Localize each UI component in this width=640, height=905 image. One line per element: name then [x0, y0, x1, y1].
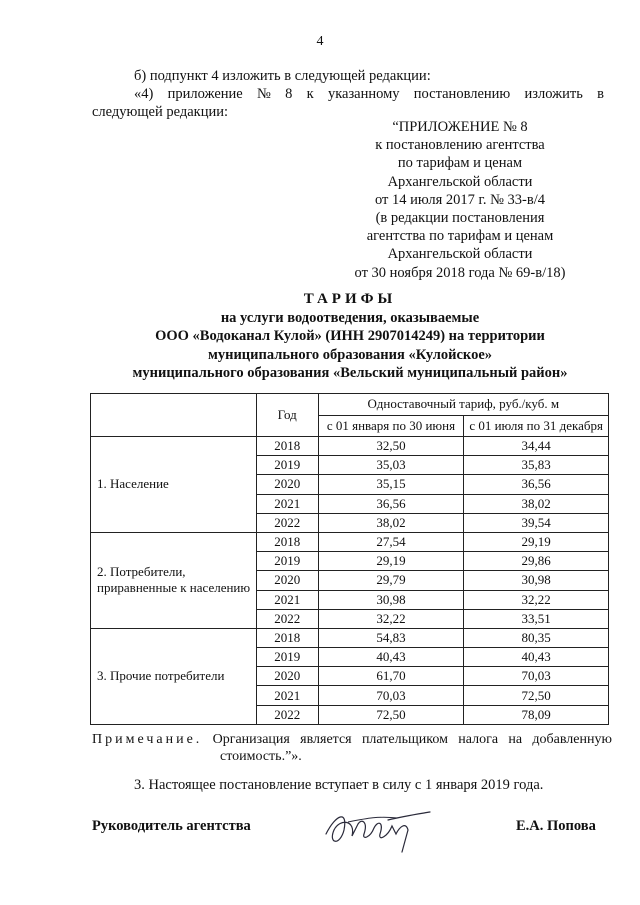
- year-cell: 2019: [256, 552, 318, 571]
- tariff-period-1-cell: 38,02: [318, 513, 464, 532]
- tariff-period-2-cell: 29,86: [464, 552, 609, 571]
- year-cell: 2020: [256, 667, 318, 686]
- year-cell: 2021: [256, 590, 318, 609]
- intro-line-2-word: изложить: [524, 86, 583, 102]
- tariff-period-1-cell: 30,98: [318, 590, 464, 609]
- tariff-period-2-cell: 35,83: [464, 456, 609, 475]
- tariff-period-2-cell: 40,43: [464, 648, 609, 667]
- signature-title: Руководитель агентства: [92, 818, 251, 834]
- tariff-table: [90, 393, 609, 725]
- appendix-line: Архангельской области: [387, 246, 533, 263]
- tariff-period-2-cell: 29,19: [464, 532, 609, 551]
- appendix-header: [340, 118, 580, 282]
- note-label: Примечание.: [92, 732, 203, 747]
- tariff-period-1-cell: 54,83: [318, 628, 464, 647]
- consumer-header: [91, 394, 257, 437]
- title-line-3: муниципального образования «Кулойское»: [207, 346, 493, 363]
- tariff-period-1-cell: 29,19: [318, 552, 464, 571]
- year-cell: 2021: [256, 686, 318, 705]
- tariff-period-1-cell: 27,54: [318, 532, 464, 551]
- tariff-period-2-cell: 30,98: [464, 571, 609, 590]
- tariff-body: [91, 437, 609, 725]
- appendix-line: от 30 ноября 2018 года № 69-в/18): [354, 264, 566, 281]
- note-word: является: [300, 732, 352, 747]
- tariff-period-1-cell: 32,22: [318, 609, 464, 628]
- period-2-header: с 01 июля по 31 декабря: [464, 415, 609, 437]
- consumer-group-label-line: 1. Население: [97, 476, 169, 492]
- consumer-group-label-line: приравненные к населению: [97, 580, 251, 596]
- year-cell: 2018: [256, 437, 318, 456]
- tariff-period-2-cell: 70,03: [464, 667, 609, 686]
- consumer-group-label-line: 3. Прочие потребители: [97, 668, 225, 684]
- year-cell: 2020: [256, 475, 318, 494]
- consumer-group-label: [91, 437, 257, 533]
- title-line-1: на услуги водоотведения, оказываемые: [220, 309, 480, 326]
- consumer-group-label: [91, 532, 257, 628]
- appendix-line: “ПРИЛОЖЕНИЕ № 8: [392, 119, 528, 135]
- year-cell: 2020: [256, 571, 318, 590]
- appendix-line: от 14 июля 2017 г. № 33-в/4: [374, 191, 545, 208]
- tariff-period-2-cell: 39,54: [464, 513, 609, 532]
- note-word: Организация: [212, 732, 290, 747]
- intro-line-1: б) подпункт 4 изложить в следующей редакции:: [134, 68, 431, 84]
- appendix-line: к постановлению агентства: [375, 137, 545, 154]
- appendix-line: агентства по тарифам и ценам: [366, 228, 554, 245]
- intro-line-2-word: приложение: [167, 86, 243, 102]
- intro-line-2-word: «4): [134, 86, 154, 102]
- consumer-group-label: [91, 628, 257, 724]
- intro-line-2: [134, 86, 604, 103]
- signature-name: Е.А. Попова: [516, 818, 596, 834]
- year-cell: 2021: [256, 494, 318, 513]
- year-cell: 2018: [256, 628, 318, 647]
- note-word: налога: [458, 732, 499, 747]
- tariff-period-2-cell: 72,50: [464, 686, 609, 705]
- appendix-line: Архангельской области: [387, 173, 533, 190]
- year-cell: 2022: [256, 705, 318, 724]
- title-line-4: муниципального образования «Вельский муниципальный район»: [132, 365, 568, 381]
- note-word: на: [508, 732, 523, 747]
- tariff-period-1-cell: 32,50: [318, 437, 464, 456]
- table-row: [91, 628, 609, 647]
- tariff-period-2-cell: 80,35: [464, 628, 609, 647]
- consumer-group-label-line: 2. Потребители,: [97, 564, 186, 580]
- year-cell: 2022: [256, 609, 318, 628]
- intro-line-2-word: №: [257, 86, 271, 102]
- intro-line-3: следующей редакции:: [92, 104, 229, 120]
- year-cell: 2019: [256, 648, 318, 667]
- title-line-2: ООО «Водоканал Кулой» (ИНН 2907014249) на территории: [155, 328, 545, 344]
- page-number: 4: [316, 34, 324, 49]
- handwritten-signature-icon: [318, 800, 438, 860]
- note: [92, 731, 612, 765]
- tariff-period-2-cell: 32,22: [464, 590, 609, 609]
- appendix-line: (в редакции постановления: [375, 210, 545, 227]
- intro-line-2-word: в: [597, 86, 604, 102]
- tariff-period-1-cell: 36,56: [318, 494, 464, 513]
- note-row-1: [92, 731, 612, 748]
- note-word: добавленную: [532, 732, 612, 747]
- year-cell: 2019: [256, 456, 318, 475]
- period-1-header: с 01 января по 30 июня: [318, 415, 464, 437]
- tariff-period-1-cell: 35,03: [318, 456, 464, 475]
- tariff-period-1-cell: 61,70: [318, 667, 464, 686]
- year-cell: 2022: [256, 513, 318, 532]
- year-cell: 2018: [256, 532, 318, 551]
- table-row: [91, 532, 609, 551]
- tariff-period-2-cell: 34,44: [464, 437, 609, 456]
- intro-line-2-word: 8: [285, 86, 293, 102]
- tariff-period-1-cell: 72,50: [318, 705, 464, 724]
- effective-date-text: 3. Настоящее постановление вступает в силу с 1 января 2019 года.: [134, 777, 544, 793]
- tariff-period-1-cell: 70,03: [318, 686, 464, 705]
- note-row-2: стоимость.”».: [220, 749, 302, 764]
- tariff-period-1-cell: 29,79: [318, 571, 464, 590]
- intro-line-2-word: указанному: [327, 86, 400, 102]
- tariff-period-1-cell: 35,15: [318, 475, 464, 494]
- appendix-line: по тарифам и ценам: [397, 155, 523, 172]
- tariff-period-2-cell: 78,09: [464, 705, 609, 724]
- tariff-period-1-cell: 40,43: [318, 648, 464, 667]
- note-word: плательщиком: [361, 732, 448, 747]
- year-header: Год: [256, 394, 318, 437]
- intro-line-2-word: постановлению: [413, 86, 511, 102]
- title-block: [90, 290, 610, 383]
- title-heading: ТАРИФЫ: [303, 291, 397, 307]
- tariff-period-2-cell: 38,02: [464, 494, 609, 513]
- tariff-period-2-cell: 36,56: [464, 475, 609, 494]
- tariff-period-2-cell: 33,51: [464, 609, 609, 628]
- tariff-group-header: Одноставочный тариф, руб./куб. м: [318, 394, 608, 416]
- intro-line-2-word: к: [306, 86, 314, 102]
- table-row: [91, 437, 609, 456]
